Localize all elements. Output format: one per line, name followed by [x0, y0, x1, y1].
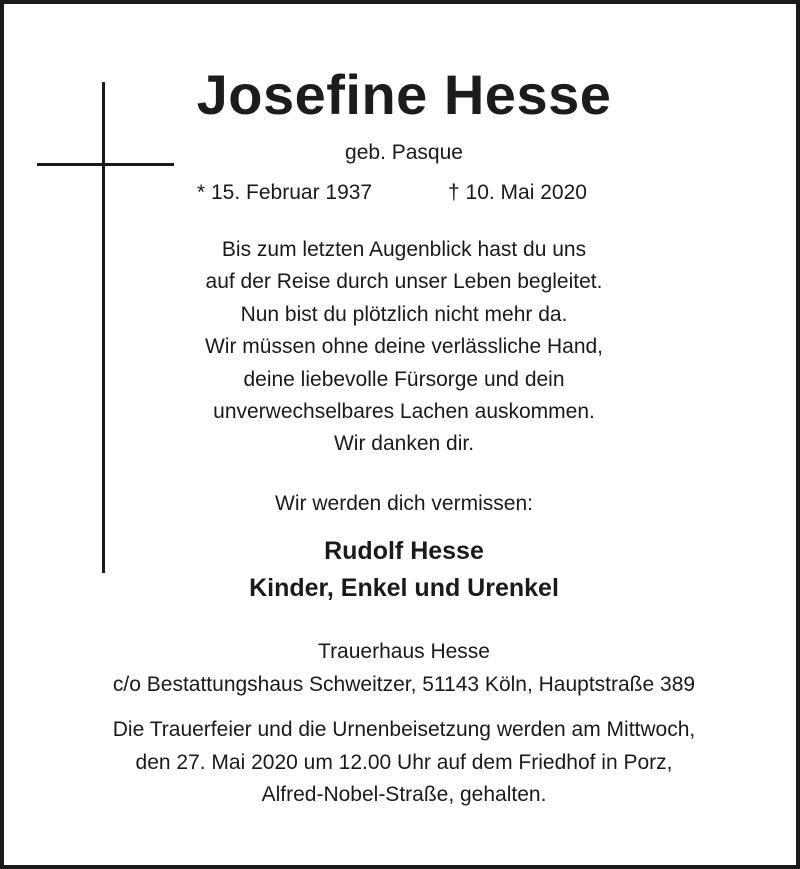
poem-line: Nun bist du plötzlich nicht mehr da.: [240, 302, 568, 326]
house-address: c/o Bestattungshaus Schweitzer, 51143 Köln, Hauptstraße 389: [112, 673, 696, 696]
poem: [4, 234, 800, 461]
house-line: Trauerhaus Hesse: [318, 640, 490, 663]
funeral-info: [4, 714, 800, 812]
mourner-line: Rudolf Hesse: [324, 537, 484, 565]
miss-line: Wir werden dich vermissen:: [275, 492, 533, 515]
mourning-house: [4, 635, 800, 701]
funeral-line: Die Trauerfeier und die Urnenbeisetzung werden am Mittwoch,: [112, 718, 696, 741]
poem-line: Bis zum letzten Augenblick hast du uns: [221, 238, 587, 261]
poem-line: Wir müssen ohne deine verlässliche Hand,: [204, 335, 604, 359]
funeral-line: Alfred-Nobel-Straße, gehalten.: [261, 783, 547, 806]
birth-date: * 15. Februar 1937: [197, 181, 373, 204]
poem-line: deine liebevolle Fürsorge und dein: [243, 367, 565, 391]
mourners: [4, 533, 800, 607]
poem-line: auf der Reise durch unser Leben begleitet.: [205, 270, 603, 294]
deceased-name: Josefine Hesse: [196, 63, 612, 126]
death-date: † 10. Mai 2020: [448, 181, 587, 204]
mourner-line: Kinder, Enkel und Urenkel: [249, 574, 559, 602]
life-dates: [4, 179, 800, 207]
poem-line: Wir danken dir.: [333, 432, 475, 456]
maiden-name: geb. Pasque: [345, 141, 463, 164]
funeral-line: den 27. Mai 2020 um 12.00 Uhr auf dem Friedhof in Porz,: [135, 750, 673, 774]
poem-line: unverwechselbares Lachen auskommen.: [213, 400, 595, 424]
